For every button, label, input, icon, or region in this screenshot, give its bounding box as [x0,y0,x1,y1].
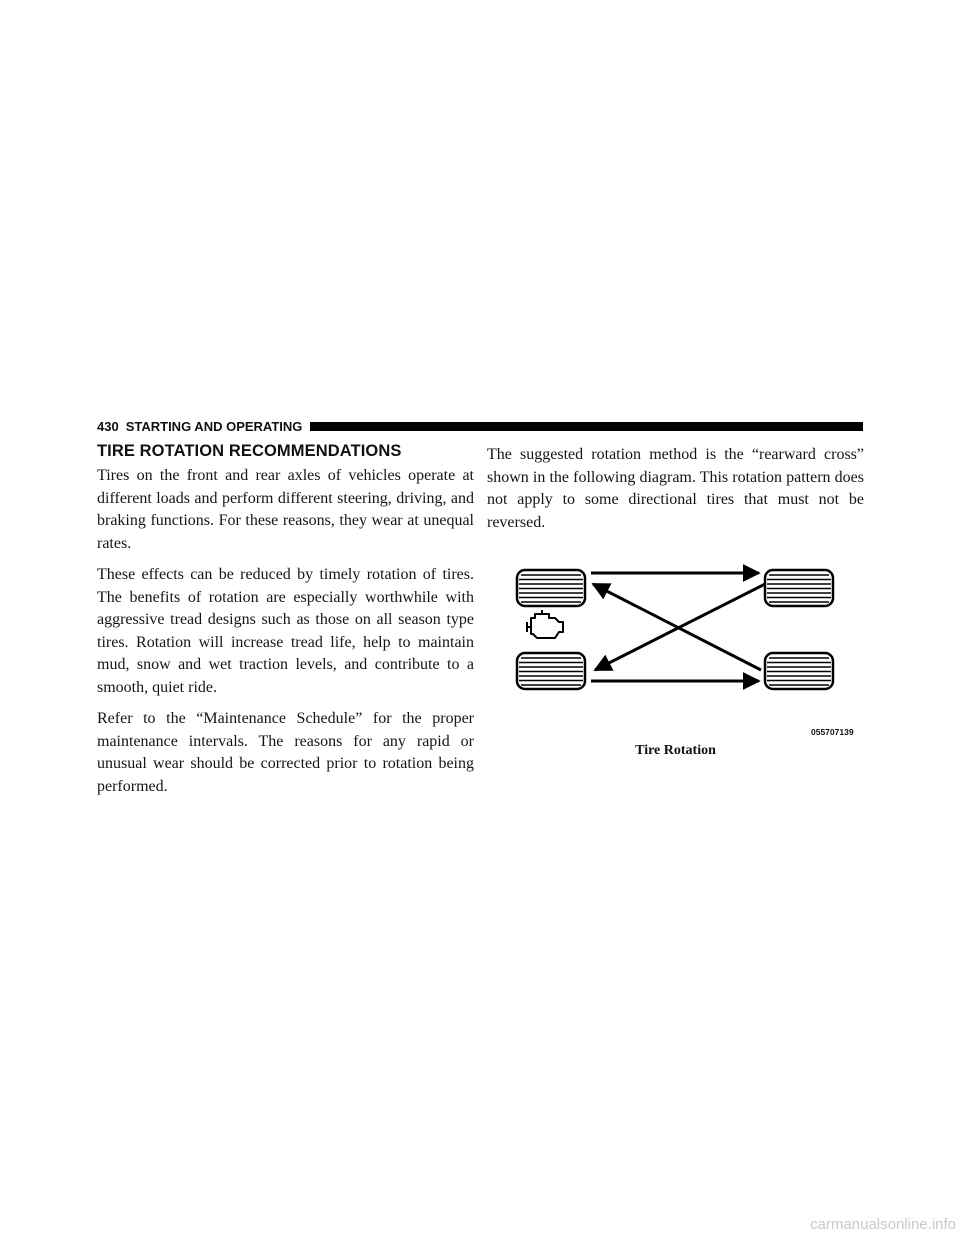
tire-icon [517,570,585,606]
left-column [97,442,474,807]
header-rule [310,422,863,431]
page-number: 430 [97,418,119,434]
tire-icon [765,570,833,606]
tire-rotation-diagram [487,560,864,740]
engine-icon [527,610,563,638]
tire-rotation-figure [487,560,864,765]
figure-caption: Tire Rotation [635,743,716,758]
paragraph: Tires on the front and rear axles of vehicles operate at different loads and perform different steering, driving, and braking functions. For these reasons, they wear at unequal rates. [97,467,474,552]
page-header [97,415,863,437]
paragraph: Refer to the “Maintenance Schedule” for the proper maintenance intervals. The reasons for any rapid or unusual wear should be corrected prior to rotation being performed. [97,710,474,795]
section-title: STARTING AND OPERATING [125,418,303,434]
section-heading: TIRE ROTATION RECOMMENDATIONS [97,442,402,460]
watermark: carmanualsonline.info [810,1216,956,1233]
paragraph: The suggested rotation method is the “rearward cross” shown in the following diagram. This rotation pattern does not apply to some directional tires that must not be reversed. [487,446,864,531]
tire-icon [517,653,585,689]
tire-icon [765,653,833,689]
paragraph: These effects can be reduced by timely rotation of tires. The benefits of rotation are especially worthwhile with aggressive tread designs such as those on all season type tires. Rotation will increase tread life, help to maintain mud, snow and wet traction levels, and contribute to a smooth, quiet ride. [97,566,474,696]
right-column [487,442,864,543]
figure-code: 055707139 [811,727,854,737]
